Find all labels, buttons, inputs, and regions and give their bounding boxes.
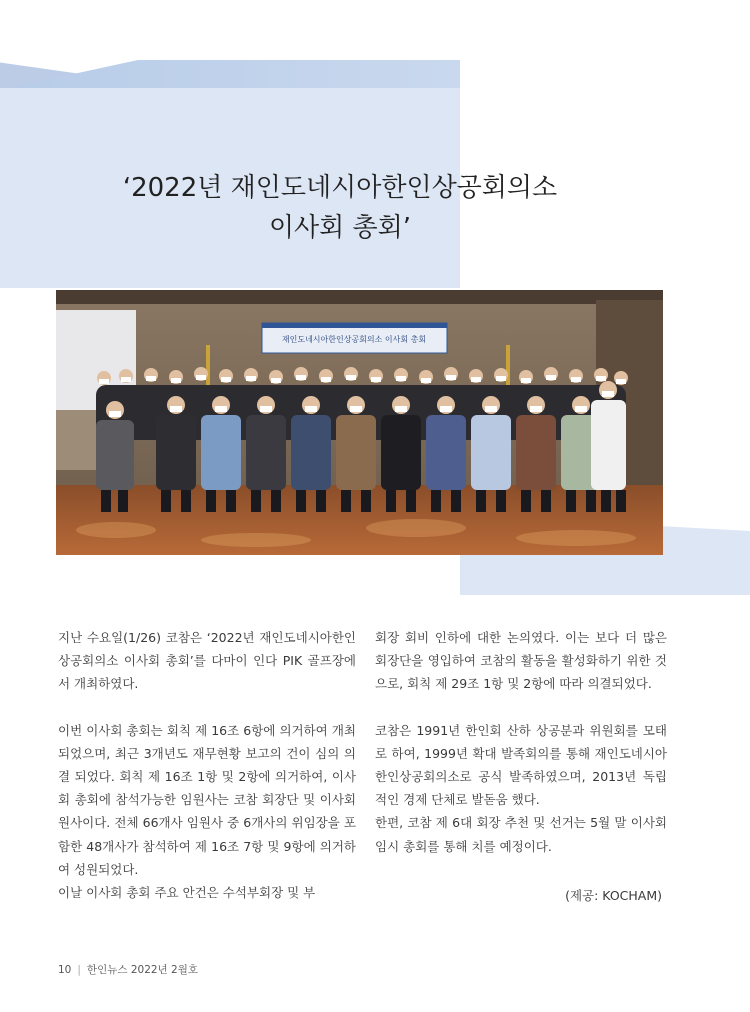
footer-separator: | <box>77 964 81 976</box>
article-column-right <box>375 626 667 858</box>
article-paragraph: 회장 회비 인하에 대한 논의였다. 이는 보다 더 많은 회장단을 영입하여 코참의 활동을 활성화하기 위한 것으로, 회칙 제 29조 1항 및 2항에 따라 의결되었다. <box>375 630 667 692</box>
page-title <box>60 168 620 248</box>
publication-name: 한인뉴스 2022년 2월호 <box>86 964 198 976</box>
photo-banner-text: 재인도네시아한인상공회의소 이사회 총회 <box>281 335 427 344</box>
article-paragraph: 이번 이사회 총회는 회칙 제 16조 6항에 의거하여 개최 되었으며, 최근 3개년도 재무현황 보고의 건이 심의 의결 되었다. 회칙 제 16조 1항 및 2항에 의거하여, 이사회 총회에 참석가능한 임원사는 코참 회장단 및 이사회원사이다. 전체 66개사 임원사 중 6개사의 위임장을 포함한 48개사가 참석하여 제 16조 7항 및 9항에 의거하여 성원되었다. <box>58 722 356 877</box>
article-paragraph: 한편, 코참 제 6대 회장 추천 및 선거는 5월 말 이사회 임시 총회를 통해 치를 예정이다. <box>375 815 667 854</box>
article-column-left <box>58 626 356 904</box>
title-line-1: ‘2022년 재인도네시아한인상공회의소 <box>122 173 558 203</box>
page-footer <box>58 962 198 977</box>
decorative-stripe <box>0 60 460 90</box>
article-paragraph: 이날 이사회 총회 주요 안건은 수석부회장 및 부 <box>58 885 316 901</box>
group-photo <box>56 290 663 555</box>
photo-credit: (제공: KOCHAM) <box>565 888 662 903</box>
title-line-2: 이사회 총회’ <box>268 213 412 243</box>
article-paragraph: 코참은 1991년 한인회 산하 상공분과 위원회를 모태로 하여, 1999년 확대 발족회의를 통해 재인도네시아한인상공회의소로 공식 발족하였으며, 2013년 독립적인 경제 단체로 발돋움 했다. <box>375 722 667 808</box>
article-paragraph: 지난 수요일(1/26) 코참은 ‘2022년 재인도네시아한인상공회의소 이사회 총회’를 다마이 인다 PIK 골프장에서 개최하였다. <box>58 630 356 692</box>
page-number: 10 <box>58 964 72 976</box>
